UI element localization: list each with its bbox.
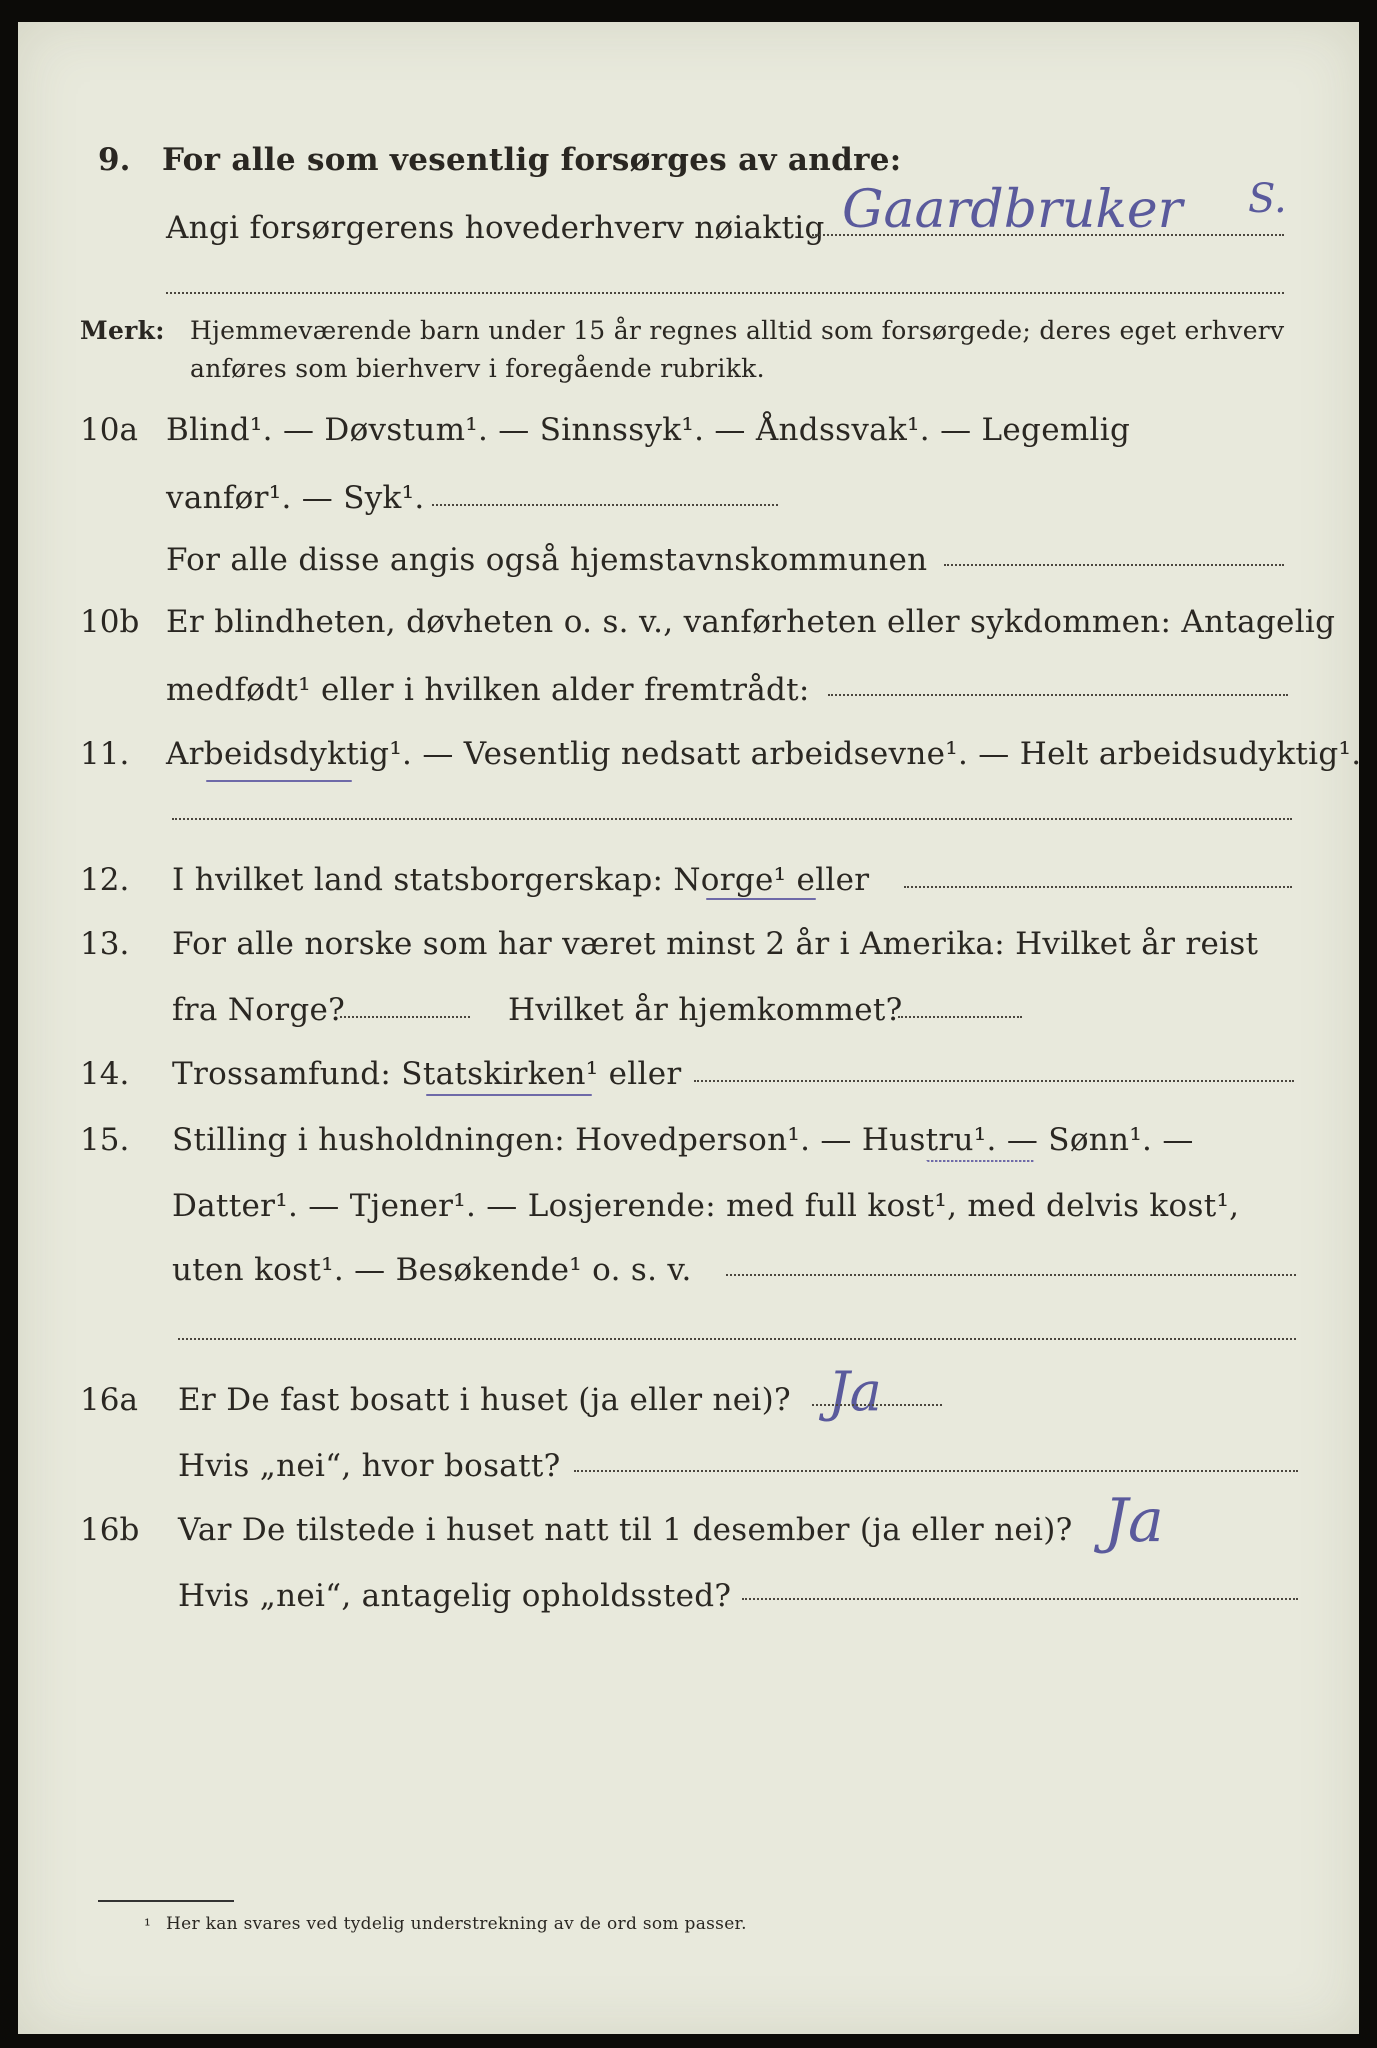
q10a-line2: vanfør¹. — Syk¹.	[166, 480, 425, 516]
q16a-number: 16a	[80, 1382, 138, 1418]
q9-line: Angi forsørgerens hovederhverv nøiaktig	[166, 210, 825, 246]
q13-year-returned-field[interactable]	[898, 1016, 1022, 1018]
q11-line1: Arbeidsdyktig¹. — Vesentlig nedsatt arbeidsevne¹. — Helt arbeidsudyktig¹.	[166, 736, 1362, 772]
q10a-line1: Blind¹. — Døvstum¹. — Sinnssyk¹. — Åndssvak¹. — Legemlig	[166, 412, 1131, 448]
q14-line1: Trossamfund: Statskirken¹ eller	[172, 1056, 682, 1092]
q16b-whereabouts-field[interactable]	[742, 1598, 1298, 1600]
q16b-line2: Hvis „nei“, antagelig opholdssted?	[178, 1578, 732, 1614]
q12-citizenship-field[interactable]	[904, 886, 1292, 888]
q12-line1: I hvilket land statsborgerskap: Norge¹ eller	[172, 862, 870, 898]
q12-number: 12.	[80, 862, 130, 898]
q10b-number: 10b	[80, 604, 140, 640]
q9-extra-line[interactable]	[166, 292, 1284, 294]
q13-year-left-field[interactable]	[340, 1016, 470, 1018]
q10a-home-municipality-field[interactable]	[944, 564, 1284, 566]
q9-handwritten-answer: Gaardbruker	[842, 180, 1183, 240]
q16a-residence-field[interactable]	[574, 1470, 1298, 1472]
q10b-age-field[interactable]	[828, 694, 1288, 696]
q13-line2b: Hvilket år hjemkommet?	[508, 992, 903, 1028]
q16a-line1: Er De fast bosatt i huset (ja eller nei)?	[178, 1382, 791, 1418]
q11-extra-line[interactable]	[172, 818, 1292, 820]
merk-line2: anføres som bierhverv i foregående rubrikk.	[190, 354, 765, 383]
q16a-handwritten-answer: Ja	[828, 1360, 882, 1423]
q16a-answer-field[interactable]	[812, 1404, 942, 1406]
q12-pen-underline	[706, 898, 816, 900]
q15-pen-underline	[926, 1160, 1034, 1162]
merk-line1: Hjemmeværende barn under 15 år regnes alltid som forsørgede; deres eget erhverv	[190, 316, 1285, 345]
q9-number: 9.	[98, 142, 131, 178]
q15-number: 15.	[80, 1122, 130, 1158]
q13-number: 13.	[80, 926, 130, 962]
q10b-line2: medfødt¹ eller i hvilken alder fremtrådt:	[166, 672, 810, 708]
q14-pen-underline	[426, 1094, 592, 1096]
q16b-line1: Var De tilstede i huset natt til 1 desember (ja eller nei)?	[178, 1512, 1073, 1548]
q10a-sick-field[interactable]	[432, 504, 778, 506]
q11-pen-underline	[206, 780, 352, 782]
footnote-text: Her kan svares ved tydelig understrekning av de ord som passer.	[166, 1914, 747, 1934]
q14-religion-field[interactable]	[694, 1080, 1294, 1082]
q11-number: 11.	[80, 736, 130, 772]
q15-extra-line[interactable]	[178, 1338, 1296, 1340]
q10a-line3: For alle disse angis også hjemstavnskommunen	[166, 542, 928, 578]
q10b-line1: Er blindheten, døvheten o. s. v., vanførheten eller sykdommen: Antagelig	[166, 604, 1336, 640]
q9-title: For alle som vesentlig forsørges av andre:	[162, 142, 902, 178]
q15-household-field[interactable]	[726, 1274, 1296, 1276]
q16b-number: 16b	[80, 1512, 140, 1548]
q13-line1: For alle norske som har været minst 2 år i Amerika: Hvilket år reist	[172, 926, 1259, 962]
q15-line1: Stilling i husholdningen: Hovedperson¹. — Hustru¹. — Sønn¹. —	[172, 1122, 1194, 1158]
q16b-handwritten-answer: Ja	[1104, 1486, 1164, 1556]
q10a-number: 10a	[80, 412, 138, 448]
q16a-line2: Hvis „nei“, hvor bosatt?	[178, 1448, 561, 1484]
footnote-rule	[98, 1900, 234, 1902]
q15-line2: Datter¹. — Tjener¹. — Losjerende: med full kost¹, med delvis kost¹,	[172, 1188, 1240, 1224]
q14-number: 14.	[80, 1056, 130, 1092]
q15-line3: uten kost¹. — Besøkende¹ o. s. v.	[172, 1252, 692, 1288]
q13-line2a: fra Norge?	[172, 992, 346, 1028]
merk-label: Merk:	[80, 316, 165, 345]
q9-handwritten-mark: S.	[1248, 176, 1287, 222]
footnote-mark: ¹	[144, 1916, 152, 1936]
